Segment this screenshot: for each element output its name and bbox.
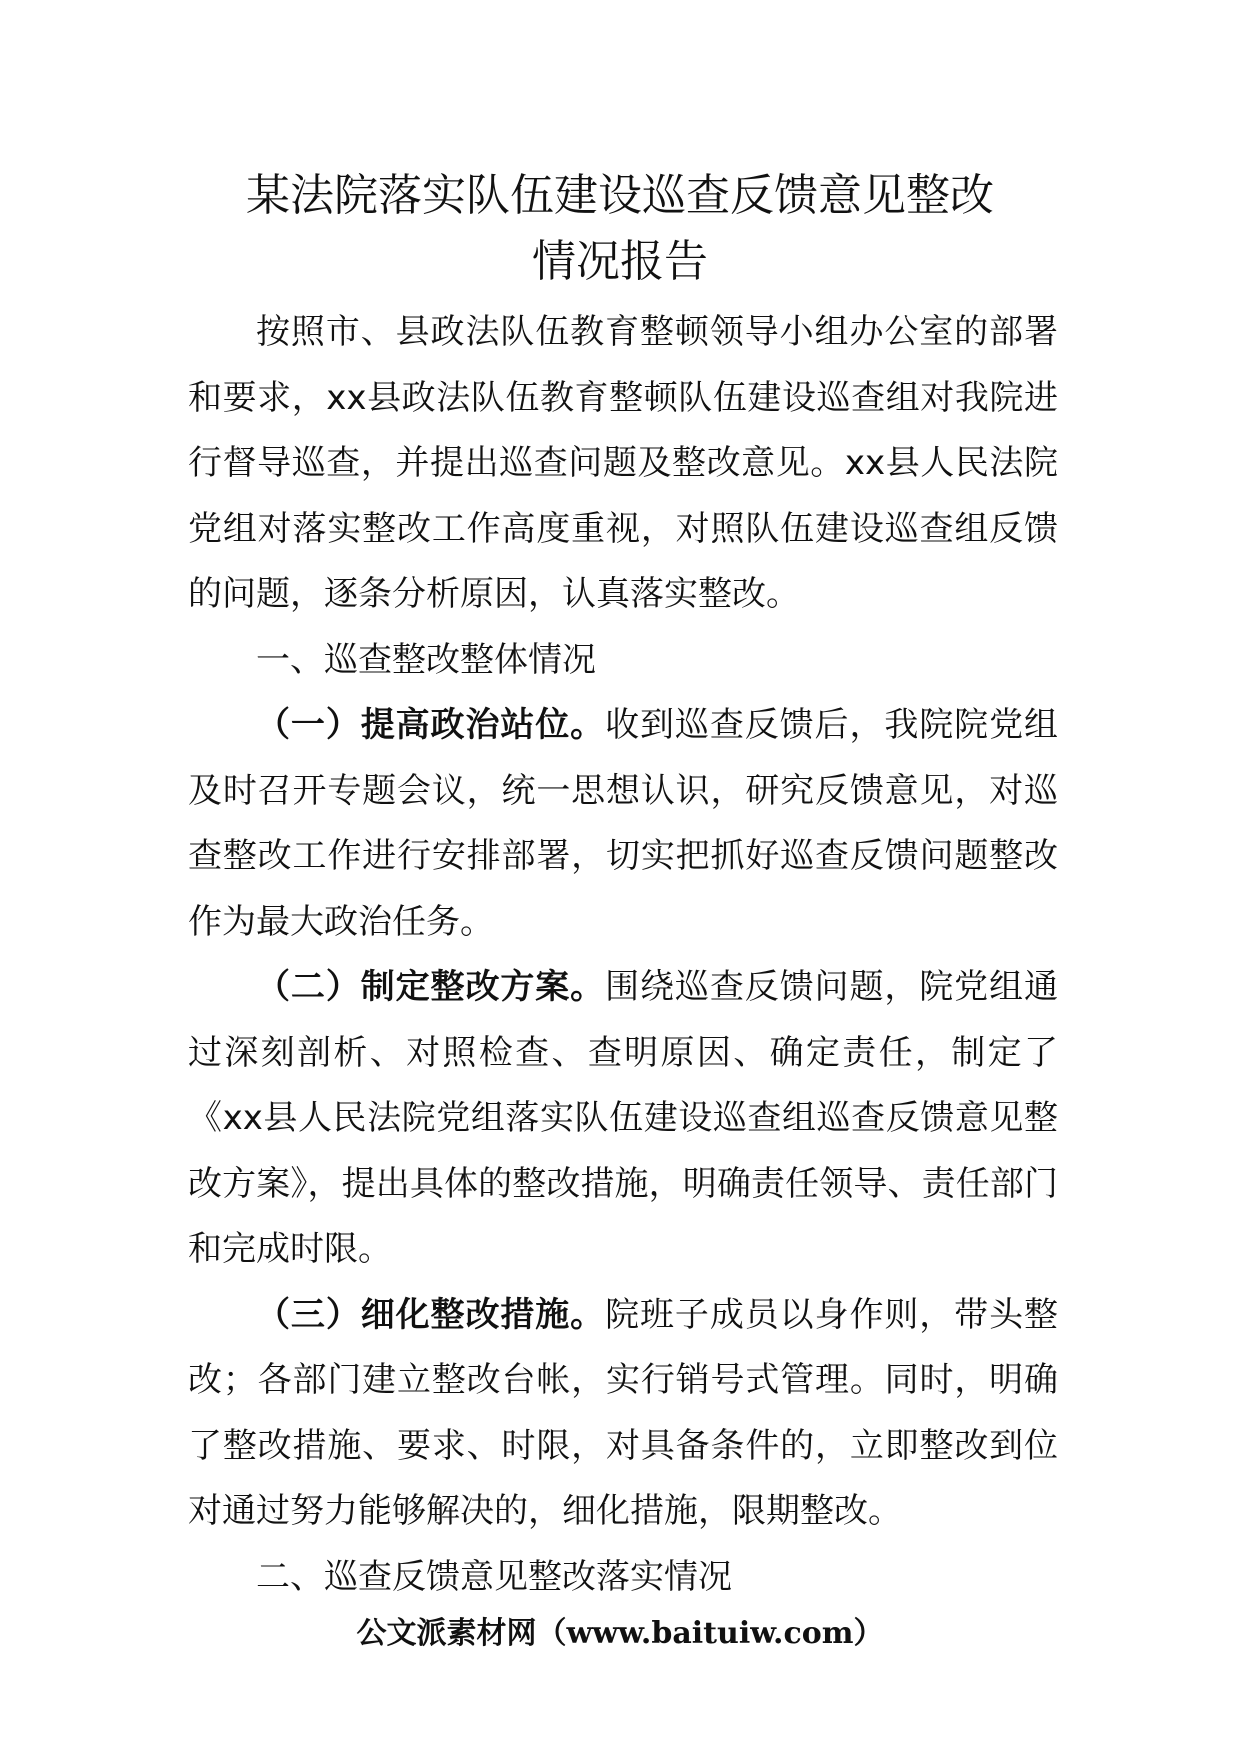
item-lead-1: （一）提高政治站位。 bbox=[256, 705, 606, 745]
item-paragraph-2 bbox=[188, 955, 1058, 1283]
document-title-line-1: 某法院落实队伍建设巡查反馈意见整改 bbox=[246, 170, 994, 221]
item-paragraph-3 bbox=[188, 1283, 1058, 1545]
section-heading-1: 一、巡查整改整体情况 bbox=[256, 639, 596, 680]
document-body bbox=[188, 300, 1058, 1610]
document-title-line-2: 情况报告 bbox=[532, 236, 708, 287]
section-heading-2: 二、巡查反馈意见整改落实情况 bbox=[256, 1556, 732, 1597]
intro-paragraph: 按照市、县政法队伍教育整顿领导小组办公室的部署和要求，xx县政法队伍教育整顿队伍建设巡查组对我院进行督导巡查，并提出巡查问题及整改意见。xx县人民法院党组对落实整改工作高度重视，对照队伍建设巡查组反馈的问题，逐条分析原因，认真落实整改。 bbox=[188, 312, 1058, 614]
item-paragraph-1 bbox=[188, 693, 1058, 955]
footer-watermark: 公文派素材网（www.baituiw.com） bbox=[356, 1616, 884, 1651]
item-text-2: 围绕巡查反馈问题，院党组通过深刻剖析、对照检查、查明原因、确定责任，制定了《xx县人民法院党组落实队伍建设巡查组巡查反馈意见整改方案》，提出具体的整改措施，明确责任领导、责任部门和完成时限。 bbox=[188, 967, 1059, 1269]
item-text-3: 院班子成员以身作则，带头整改；各部门建立整改台帐，实行销号式管理。同时，明确了整改措施、要求、时限，对具备条件的，立即整改到位对通过努力能够解决的，细化措施，限期整改。 bbox=[188, 1294, 1059, 1531]
item-text-1: 收到巡查反馈后，我院院党组及时召开专题会议，统一思想认识，研究反馈意见，对巡查整改工作进行安排部署，切实把抓好巡查反馈问题整改作为最大政治任务。 bbox=[188, 705, 1059, 942]
item-lead-3: （三）细化整改措施。 bbox=[256, 1294, 606, 1335]
item-lead-2: （二）制定整改方案。 bbox=[256, 967, 606, 1007]
